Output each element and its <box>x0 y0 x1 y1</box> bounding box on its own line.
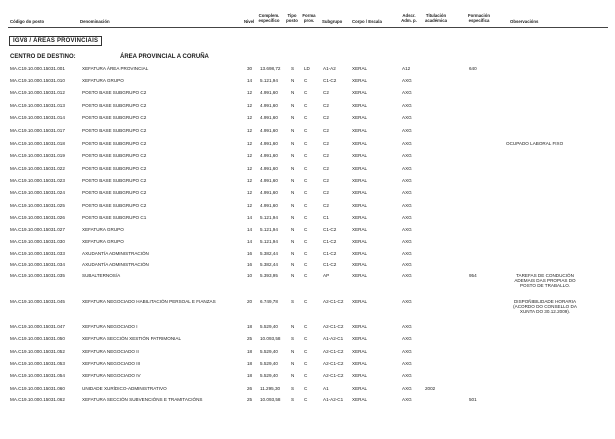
cell-sub: C2 <box>323 166 329 171</box>
table-row <box>0 227 615 238</box>
cell-adsc: AXG <box>402 178 412 183</box>
cell-adsc: A12 <box>402 66 411 71</box>
table-row <box>0 203 615 214</box>
cell-niv: 16 <box>247 251 253 256</box>
table-row <box>0 239 615 250</box>
cell-tipo: N <box>291 203 295 208</box>
cell-sub: A2-C1-C2 <box>323 349 344 354</box>
cell-code: MA.C19.10.000.15031.026 <box>10 215 65 220</box>
cell-corpo: XERAL <box>352 90 368 95</box>
section-title: IGV8 / ÁREAS PROVINCIAIS <box>9 36 102 46</box>
cell-corpo: XERAL <box>352 78 368 83</box>
cell-sub: C2 <box>323 190 329 195</box>
cell-sub: C1-C2 <box>323 262 337 267</box>
cell-corpo: XERAL <box>352 373 368 378</box>
cell-corpo: XERAL <box>352 239 368 244</box>
table-row <box>0 90 615 101</box>
cell-code: MA.C19.10.000.15031.053 <box>10 361 65 366</box>
header-subgrupo: Subgrupo <box>322 19 343 24</box>
cell-sub: C2 <box>323 153 329 158</box>
header-denominacion: Denominación <box>80 19 110 24</box>
cell-adsc: AXG <box>402 273 412 278</box>
cell-den: XEFATURA NEGOCIADO II <box>82 349 139 354</box>
cell-code: MA.C19.10.000.15031.045 <box>10 299 65 304</box>
cell-corpo: XERAL <box>352 103 368 108</box>
cell-comp: 5.121,94 <box>260 227 278 232</box>
cell-comp: 5.529,40 <box>260 361 278 366</box>
cell-code: MA.C19.10.000.15031.030 <box>10 239 65 244</box>
cell-corpo: XERAL <box>352 349 368 354</box>
header-divider <box>8 27 608 28</box>
cell-forma: C <box>304 166 308 171</box>
cell-niv: 12 <box>247 153 253 158</box>
cell-comp: 4.991,60 <box>260 141 278 146</box>
cell-sub: C1 <box>323 215 329 220</box>
cell-adsc: AXG <box>402 336 412 341</box>
header-tipo: Tipo posto <box>286 13 298 23</box>
table-row <box>0 128 615 139</box>
cell-forma: C <box>304 373 308 378</box>
cell-niv: 18 <box>247 349 253 354</box>
cell-corpo: XERAL <box>352 128 368 133</box>
cell-sub: A1-A2-C1 <box>323 336 344 341</box>
header-adscricion: Adscr. Adm. p. <box>401 13 417 23</box>
cell-forma: C <box>304 386 308 391</box>
cell-corpo: XERAL <box>352 203 368 208</box>
cell-forma: C <box>304 141 308 146</box>
cell-adsc: AXG <box>402 262 412 267</box>
centre-name: ÁREA PROVINCIAL A CORUÑA <box>120 54 209 60</box>
cell-tipo: N <box>291 215 295 220</box>
cell-code: MA.C19.10.000.15031.034 <box>10 262 65 267</box>
cell-code: MA.C19.10.000.15031.001 <box>10 66 65 71</box>
cell-niv: 12 <box>247 203 253 208</box>
cell-den: AXUDANTÍA ADMINISTRACIÓN <box>82 251 149 256</box>
cell-adsc: AXG <box>402 90 412 95</box>
cell-forma: C <box>304 299 308 304</box>
cell-tipo: N <box>291 190 295 195</box>
cell-tipo: S <box>291 386 295 391</box>
table-row <box>0 349 615 360</box>
cell-corpo: XERAL <box>352 262 368 267</box>
table-row <box>0 215 615 226</box>
table-header <box>0 0 615 28</box>
cell-niv: 12 <box>247 128 253 133</box>
cell-tipo: S <box>291 299 295 304</box>
cell-niv: 26 <box>247 386 253 391</box>
cell-code: MA.C19.10.000.15031.014 <box>10 115 65 120</box>
cell-comp: 4.991,60 <box>260 178 278 183</box>
cell-niv: 12 <box>247 178 253 183</box>
cell-comp: 5.382,44 <box>260 262 278 267</box>
cell-niv: 18 <box>247 361 253 366</box>
cell-forma: C <box>304 215 308 220</box>
cell-adsc: AXG <box>402 103 412 108</box>
cell-tipo: N <box>291 324 295 329</box>
cell-tipo: N <box>291 178 295 183</box>
cell-forma: C <box>304 262 308 267</box>
header-titulacion: Titulación académica <box>425 13 447 23</box>
cell-code: MA.C19.10.000.15031.047 <box>10 324 65 329</box>
cell-code: MA.C19.10.000.15031.035 <box>10 273 65 278</box>
cell-observacions: DISPOÑIBILIDADE HORARIA (ACORDO DO CONSELLO DA XUNTA DO 30.12.2009). <box>513 299 577 315</box>
cell-comp: 10.093,58 <box>260 397 281 402</box>
table-row <box>0 324 615 335</box>
cell-code: MA.C19.10.000.15031.023 <box>10 178 65 183</box>
header-formacion: Formación específica <box>468 13 490 23</box>
cell-sub: C1-C2 <box>323 251 337 256</box>
cell-niv: 25 <box>247 336 253 341</box>
cell-sub: A2-C1-C2 <box>323 373 344 378</box>
cell-corpo: XERAL <box>352 299 368 304</box>
cell-tipo: N <box>291 115 295 120</box>
cell-observacions: OCUPADO LABORAL FIXO <box>506 141 564 146</box>
cell-sub: C2 <box>323 90 329 95</box>
cell-den: XEFATURA GRUPO <box>82 78 124 83</box>
cell-code: MA.C19.10.000.15031.025 <box>10 203 65 208</box>
cell-code: MA.C19.10.000.15031.017 <box>10 128 65 133</box>
cell-forma: C <box>304 227 308 232</box>
cell-forma: C <box>304 336 308 341</box>
cell-code: MA.C19.10.000.15031.033 <box>10 251 65 256</box>
cell-den: POSTO BASE SUBGRUPO C2 <box>82 203 147 208</box>
cell-tipo: N <box>291 90 295 95</box>
cell-niv: 12 <box>247 115 253 120</box>
cell-den: POSTO BASE SUBGRUPO C2 <box>82 178 147 183</box>
cell-forma: C <box>304 251 308 256</box>
cell-den: AXUDANTÍA ADMINISTRACIÓN <box>82 262 149 267</box>
cell-adsc: AXG <box>402 203 412 208</box>
cell-niv: 20 <box>247 299 253 304</box>
cell-comp: 4.991,60 <box>260 128 278 133</box>
cell-adsc: AXG <box>402 78 412 83</box>
cell-den: XEFATURA ÁREA PROVINCIAL <box>82 66 149 71</box>
header-observacions: Observacións <box>510 19 539 24</box>
cell-adsc: AXG <box>402 397 412 402</box>
cell-adsc: AXG <box>402 299 412 304</box>
cell-sub: A1-A2 <box>323 66 336 71</box>
table-row <box>0 66 615 77</box>
cell-forma: LD <box>304 66 310 71</box>
cell-code: MA.C19.10.000.15031.012 <box>10 90 65 95</box>
table-row <box>0 115 615 126</box>
cell-comp: 6.749,78 <box>260 299 278 304</box>
cell-code: MA.C19.10.000.15031.018 <box>10 141 65 146</box>
cell-den: POSTO BASE SUBGRUPO C2 <box>82 153 147 158</box>
cell-code: MA.C19.10.000.15031.050 <box>10 336 65 341</box>
cell-adsc: AXG <box>402 141 412 146</box>
cell-corpo: XERAL <box>352 227 368 232</box>
cell-adsc: AXG <box>402 361 412 366</box>
cell-den: POSTO BASE SUBGRUPO C2 <box>82 190 147 195</box>
cell-niv: 14 <box>247 239 253 244</box>
table-row <box>0 386 615 397</box>
cell-tipo: N <box>291 373 295 378</box>
cell-sub: A1-A2-C1 <box>323 397 344 402</box>
cell-den: POSTO BASE SUBGRUPO C2 <box>82 115 147 120</box>
cell-niv: 18 <box>247 324 253 329</box>
cell-adsc: AXG <box>402 190 412 195</box>
cell-code: MA.C19.10.000.15031.024 <box>10 190 65 195</box>
cell-niv: 10 <box>247 273 253 278</box>
centre-label: CENTRO DE DESTINO: <box>10 54 76 60</box>
cell-den: POSTO BASE SUBGRUPO C2 <box>82 166 147 171</box>
cell-niv: 12 <box>247 90 253 95</box>
cell-code: MA.C19.10.000.15031.054 <box>10 373 65 378</box>
cell-code: MA.C19.10.000.15031.022 <box>10 166 65 171</box>
cell-comp: 5.121,94 <box>260 239 278 244</box>
cell-comp: 4.991,60 <box>260 115 278 120</box>
cell-comp: 5.393,95 <box>260 273 278 278</box>
header-niv: Nivel <box>244 19 255 24</box>
cell-den: XEFATURA SECCIÓN XESTIÓN PATRIMONIAL <box>82 336 182 341</box>
cell-niv: 12 <box>247 190 253 195</box>
cell-tipo: S <box>291 397 295 402</box>
cell-sub: A2-C1-C2 <box>323 324 344 329</box>
header-forma: Forma prov. <box>302 13 316 23</box>
cell-forma: C <box>304 190 308 195</box>
cell-niv: 30 <box>247 66 253 71</box>
cell-tipo: N <box>291 78 295 83</box>
cell-adsc: AXG <box>402 239 412 244</box>
cell-adsc: AXG <box>402 215 412 220</box>
cell-corpo: XERAL <box>352 273 368 278</box>
cell-tipo: N <box>291 166 295 171</box>
cell-adsc: AXG <box>402 227 412 232</box>
cell-corpo: XERAL <box>352 361 368 366</box>
cell-sub: C2 <box>323 115 329 120</box>
cell-corpo: XERAL <box>352 215 368 220</box>
table-row <box>0 166 615 177</box>
cell-tipo: N <box>291 239 295 244</box>
cell-tipo: N <box>291 128 295 133</box>
cell-comp: 4.991,60 <box>260 203 278 208</box>
cell-den: SUBALTERNOS/A <box>82 273 121 278</box>
cell-forma: C <box>304 273 308 278</box>
cell-comp: 5.121,94 <box>260 78 278 83</box>
cell-code: MA.C19.10.000.15031.062 <box>10 397 65 402</box>
cell-niv: 16 <box>247 262 253 267</box>
table-row <box>0 336 615 347</box>
cell-corpo: XERAL <box>352 178 368 183</box>
header-corpo: Corpo / Escala <box>352 19 382 24</box>
cell-forma: C <box>304 128 308 133</box>
cell-den: XEFATURA GRUPO <box>82 227 124 232</box>
table-row <box>0 103 615 114</box>
table-row <box>0 153 615 164</box>
cell-adsc: AXG <box>402 128 412 133</box>
cell-comp: 4.991,60 <box>260 166 278 171</box>
cell-tipo: N <box>291 349 295 354</box>
cell-tipo: N <box>291 361 295 366</box>
table-row <box>0 251 615 262</box>
cell-sub: A2-C1-C2 <box>323 361 344 366</box>
cell-sub: A2-C1-C2 <box>323 299 344 304</box>
cell-tipo: N <box>291 251 295 256</box>
cell-adsc: AXG <box>402 251 412 256</box>
cell-niv: 12 <box>247 166 253 171</box>
cell-sub: C1-C2 <box>323 78 337 83</box>
cell-observacions: TAREFAS DE CONDUCIÓN ADEMAIS DAS PROPIAS DO POSTO DE TRABALLO. <box>514 273 576 289</box>
cell-code: MA.C19.10.000.15031.060 <box>10 386 65 391</box>
cell-niv: 14 <box>247 78 253 83</box>
table-row <box>0 78 615 89</box>
cell-den: XEFATURA NEGOCIADO III <box>82 361 141 366</box>
cell-forma: C <box>304 203 308 208</box>
cell-forma: C <box>304 349 308 354</box>
cell-code: MA.C19.10.000.15031.052 <box>10 349 65 354</box>
cell-comp: 4.991,60 <box>260 153 278 158</box>
cell-tipo: S <box>291 336 295 341</box>
cell-corpo: XERAL <box>352 397 368 402</box>
cell-comp: 10.093,58 <box>260 336 281 341</box>
cell-forma: C <box>304 78 308 83</box>
cell-den: XEFATURA NEGOCIADO IV <box>82 373 141 378</box>
table-row <box>0 178 615 189</box>
cell-adsc: AXG <box>402 153 412 158</box>
cell-corpo: XERAL <box>352 66 368 71</box>
cell-adsc: AXG <box>402 115 412 120</box>
cell-tipo: N <box>291 141 295 146</box>
cell-tipo: N <box>291 273 295 278</box>
cell-comp: 11.295,30 <box>260 386 281 391</box>
cell-corpo: XERAL <box>352 153 368 158</box>
cell-adsc: AXG <box>402 373 412 378</box>
cell-sub: C2 <box>323 128 329 133</box>
table-row <box>0 262 615 273</box>
cell-forma: C <box>304 397 308 402</box>
cell-forma: C <box>304 361 308 366</box>
cell-den: POSTO BASE SUBGRUPO C2 <box>82 128 147 133</box>
cell-den: XEFATURA GRUPO <box>82 239 124 244</box>
cell-corpo: XERAL <box>352 386 368 391</box>
cell-tipo: N <box>291 262 295 267</box>
table-row <box>0 190 615 201</box>
cell-forma: C <box>304 178 308 183</box>
cell-den: POSTO BASE SUBGRUPO C2 <box>82 141 147 146</box>
cell-sub: C1-C2 <box>323 239 337 244</box>
cell-forma: C <box>304 90 308 95</box>
cell-corpo: XERAL <box>352 141 368 146</box>
cell-code: MA.C19.10.000.15031.013 <box>10 103 65 108</box>
cell-sub: C2 <box>323 178 329 183</box>
cell-forma: C <box>304 239 308 244</box>
cell-comp: 5.382,44 <box>260 251 278 256</box>
header-codigo: Código do posto <box>10 19 45 24</box>
cell-code: MA.C19.10.000.15031.010 <box>10 78 65 83</box>
cell-forma: C <box>304 153 308 158</box>
cell-sub: C2 <box>323 103 329 108</box>
cell-tipo: N <box>291 227 295 232</box>
cell-forma: C <box>304 324 308 329</box>
cell-corpo: XERAL <box>352 336 368 341</box>
cell-code: MA.C19.10.000.15031.019 <box>10 153 65 158</box>
table-row <box>0 373 615 384</box>
cell-den: POSTO BASE SUBGRUPO C1 <box>82 215 147 220</box>
cell-comp: 5.529,40 <box>260 324 278 329</box>
cell-sub: C2 <box>323 203 329 208</box>
cell-den: POSTO BASE SUBGRUPO C2 <box>82 90 147 95</box>
cell-forma: C <box>304 115 308 120</box>
cell-comp: 4.991,60 <box>260 190 278 195</box>
cell-forma: C <box>304 103 308 108</box>
cell-sub: AP <box>323 273 330 278</box>
cell-den: XEFATURA SECCIÓN SUBVENCIÓNS E TRAMITACIÓNS <box>82 397 203 402</box>
cell-adsc: AXG <box>402 386 412 391</box>
cell-sub: C1-C2 <box>323 227 337 232</box>
table-row <box>0 361 615 372</box>
cell-niv: 14 <box>247 215 253 220</box>
cell-den: XEFATURA NEGOCIADO HABILITACIÓN PERSOAL E FIANZAS <box>82 299 216 304</box>
cell-code: MA.C19.10.000.15031.027 <box>10 227 65 232</box>
cell-niv: 14 <box>247 227 253 232</box>
cell-form: 501 <box>469 397 477 402</box>
cell-adsc: AXG <box>402 166 412 171</box>
cell-corpo: XERAL <box>352 190 368 195</box>
cell-comp: 5.529,40 <box>260 349 278 354</box>
cell-tipo: N <box>291 103 295 108</box>
cell-den: UNIDADE XURÍDICO-ADMINISTRATIVO <box>82 386 167 391</box>
cell-niv: 18 <box>247 373 253 378</box>
cell-den: XEFATURA NEGOCIADO I <box>82 324 138 329</box>
cell-sub: A1 <box>323 386 329 391</box>
cell-form: 640 <box>469 66 477 71</box>
table-row <box>0 397 615 408</box>
cell-comp: 4.991,60 <box>260 103 278 108</box>
cell-corpo: XERAL <box>352 251 368 256</box>
cell-tit: 2002 <box>425 386 436 391</box>
cell-tipo: N <box>291 153 295 158</box>
cell-corpo: XERAL <box>352 166 368 171</box>
cell-comp: 13.698,72 <box>260 66 281 71</box>
cell-comp: 5.529,40 <box>260 373 278 378</box>
cell-corpo: XERAL <box>352 324 368 329</box>
cell-form: 954 <box>469 273 477 278</box>
cell-comp: 5.121,94 <box>260 215 278 220</box>
cell-sub: C2 <box>323 141 329 146</box>
cell-niv: 12 <box>247 141 253 146</box>
cell-tipo: S <box>291 66 295 71</box>
cell-corpo: XERAL <box>352 115 368 120</box>
header-complemento: Complem. específico <box>258 13 280 23</box>
cell-niv: 12 <box>247 103 253 108</box>
cell-den: POSTO BASE SUBGRUPO C2 <box>82 103 147 108</box>
cell-comp: 4.991,60 <box>260 90 278 95</box>
cell-niv: 25 <box>247 397 253 402</box>
cell-adsc: AXG <box>402 324 412 329</box>
cell-adsc: AXG <box>402 349 412 354</box>
